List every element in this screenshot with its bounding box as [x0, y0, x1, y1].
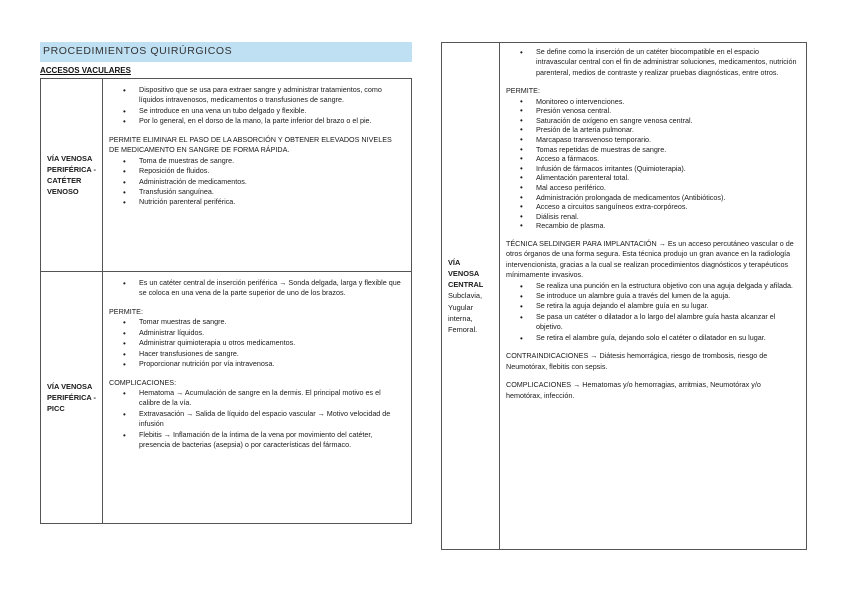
list-item: • Administrar líquidos. [109, 328, 403, 338]
list-item: • Diálisis renal. [506, 212, 798, 222]
list-item: • Administración de medicamentos. [109, 177, 403, 187]
row-label [442, 43, 500, 550]
list-item: • Marcapaso transvenoso temporario. [506, 135, 798, 145]
label-line: Femoral. [448, 324, 478, 334]
right-table [441, 42, 807, 550]
list-item: • Se pasa un catéter o dilatador a lo largo del alambre guía hasta alcanzar el objetivo. [506, 312, 798, 333]
label-line: Subclavia, [448, 291, 483, 301]
contraindicaciones: CONTRAINDICACIONES → Diátesis hemorrágica, riesgo de trombosis, riesgo de Neumotórax, flebitis con sepsis. [506, 351, 768, 371]
label-line: CENTRAL [448, 280, 484, 290]
permite-label: PERMITE: [506, 86, 540, 96]
label-line: VÍA [448, 258, 461, 268]
list-item: • Es un catéter central de inserción periférica → Sonda delgada, larga y flexible que se coloca en una vena de la parte superior de uno de los brazos. [109, 278, 403, 299]
list-item: • Administrar quimioterapia u otros medicamentos. [109, 338, 403, 348]
section-title: ACCESOS VACULARES [40, 66, 131, 75]
permite-list [506, 97, 798, 231]
page-title: PROCEDIMIENTOS QUIRÚRGICOS [40, 42, 412, 62]
definition-list [109, 85, 403, 127]
definition-list [109, 278, 403, 299]
list-item: • Se retira la aguja dejando el alambre guía en su lugar. [506, 301, 798, 311]
seldinger-steps [506, 281, 798, 344]
list-item: • Reposición de fluidos. [109, 166, 403, 176]
label-line: Yugular [448, 302, 474, 312]
row-picc [41, 272, 412, 524]
left-table [40, 78, 412, 524]
list-item: • Recambio de plasma. [506, 221, 798, 231]
list-item: • Saturación de oxígeno en sangre venosa central. [506, 116, 798, 126]
row-content [500, 43, 807, 550]
left-column [40, 42, 412, 524]
list-item: • Se retira el alambre guía, dejando solo el catéter o dilatador en su lugar. [506, 333, 798, 343]
list-item: • Se realiza una punción en la estructura objetivo con una aguja delgada y afilada. [506, 281, 798, 291]
row-label: VÍA VENOSA PERIFÉRICA - PICC [41, 272, 103, 524]
list-item: • Monitoreo o intervenciones. [506, 97, 798, 107]
list-item: • Flebitis → Inflamación de la íntima de la vena por movimiento del catéter, presencia de bacterias (asepsia) o por características del fármaco. [109, 430, 403, 451]
row-cateter-venoso [41, 79, 412, 272]
list-item: • Se define como la inserción de un catéter biocompatible en el espacio intravascular central con el fin de administrar soluciones, medicamentos, nutrición parenteral, medios de contraste y realizar pruebas diagnósticas, entre otros. [506, 47, 798, 78]
row-content [103, 79, 412, 272]
list-item: • Presión venosa central. [506, 106, 798, 116]
definition-list [506, 47, 798, 78]
list-item: • Infusión de fármacos irritantes (Quimioterapia). [506, 164, 798, 174]
list-item: • Acceso a circuitos sanguíneos extra-corpóreos. [506, 202, 798, 212]
list-item: • Por lo general, en el dorso de la mano, la parte inferior del brazo o el pie. [109, 116, 403, 126]
permite-list [109, 317, 403, 369]
list-item: • Mal acceso periférico. [506, 183, 798, 193]
list-item: • Transfusión sanguínea. [109, 187, 403, 197]
list-item: • Alimentación parenteral total. [506, 173, 798, 183]
paragraph: PERMITE ELIMINAR EL PASO DE LA ABSORCIÓN Y OBTENER ELEVADOS NIVELES DE MEDICAMENTO EN SANGRE DE FORMA RÁPIDA. [109, 134, 392, 155]
list-item: • Administración prolongada de medicamentos (Antibióticos). [506, 193, 798, 203]
list-item: • Tomar muestras de sangre. [109, 317, 403, 327]
complicaciones: COMPLICACIONES → Hematomas y/o hemorragias, arritmias, Neumotórax y/o hemotórax, infección. [506, 380, 761, 400]
list-item: • Nutrición parenteral periférica. [109, 197, 403, 207]
seldinger-paragraph: TÉCNICA SELDINGER PARA IMPLANTACIÓN → Es un acceso percutáneo vascular o de otros órganos de una forma segura. Esta técnica produjo un gran avance en la radiología intervencionista, gracias a la cual se realizan procedimientos diagnósticos y terapéuticos mínimamente invasivos. [506, 238, 794, 280]
list-item: • Toma de muestras de sangre. [109, 156, 403, 166]
list-item: • Hematoma → Acumulación de sangre en la dermis. El principal motivo es el calibre de la vía. [109, 388, 403, 409]
label-line: VENOSA [448, 269, 480, 279]
list-item: • Acceso a fármacos. [506, 154, 798, 164]
list-item: • Tomas repetidas de muestras de sangre. [506, 145, 798, 155]
list-item: • Hacer transfusiones de sangre. [109, 349, 403, 359]
list-item: • Se introduce en una vena un tubo delgado y flexible. [109, 106, 403, 116]
list-item: • Presión de la arteria pulmonar. [506, 125, 798, 135]
list-item: • Se introduce un alambre guía a través del lumen de la aguja. [506, 291, 798, 301]
list-item: • Proporcionar nutrición por vía intravenosa. [109, 359, 403, 369]
complicaciones-label: COMPLICACIONES: [109, 377, 177, 387]
row-content [103, 272, 412, 524]
list-item: • Extravasación → Salida de líquido del espacio vascular → Motivo velocidad de infusión [109, 409, 403, 430]
row-via-central [442, 43, 807, 550]
row-label: VÍA VENOSA PERIFÉRICA - CATÉTER VENOSO [41, 79, 103, 272]
permite-label: PERMITE: [109, 306, 143, 316]
label-line: interna, [448, 313, 473, 323]
complicaciones-list [109, 388, 403, 451]
uses-list [109, 156, 403, 208]
list-item: • Dispositivo que se usa para extraer sangre y administrar tratamientos, como líquidos intravenosos, medicamentos o transfusiones de sangre. [109, 85, 403, 106]
right-column [441, 42, 807, 550]
